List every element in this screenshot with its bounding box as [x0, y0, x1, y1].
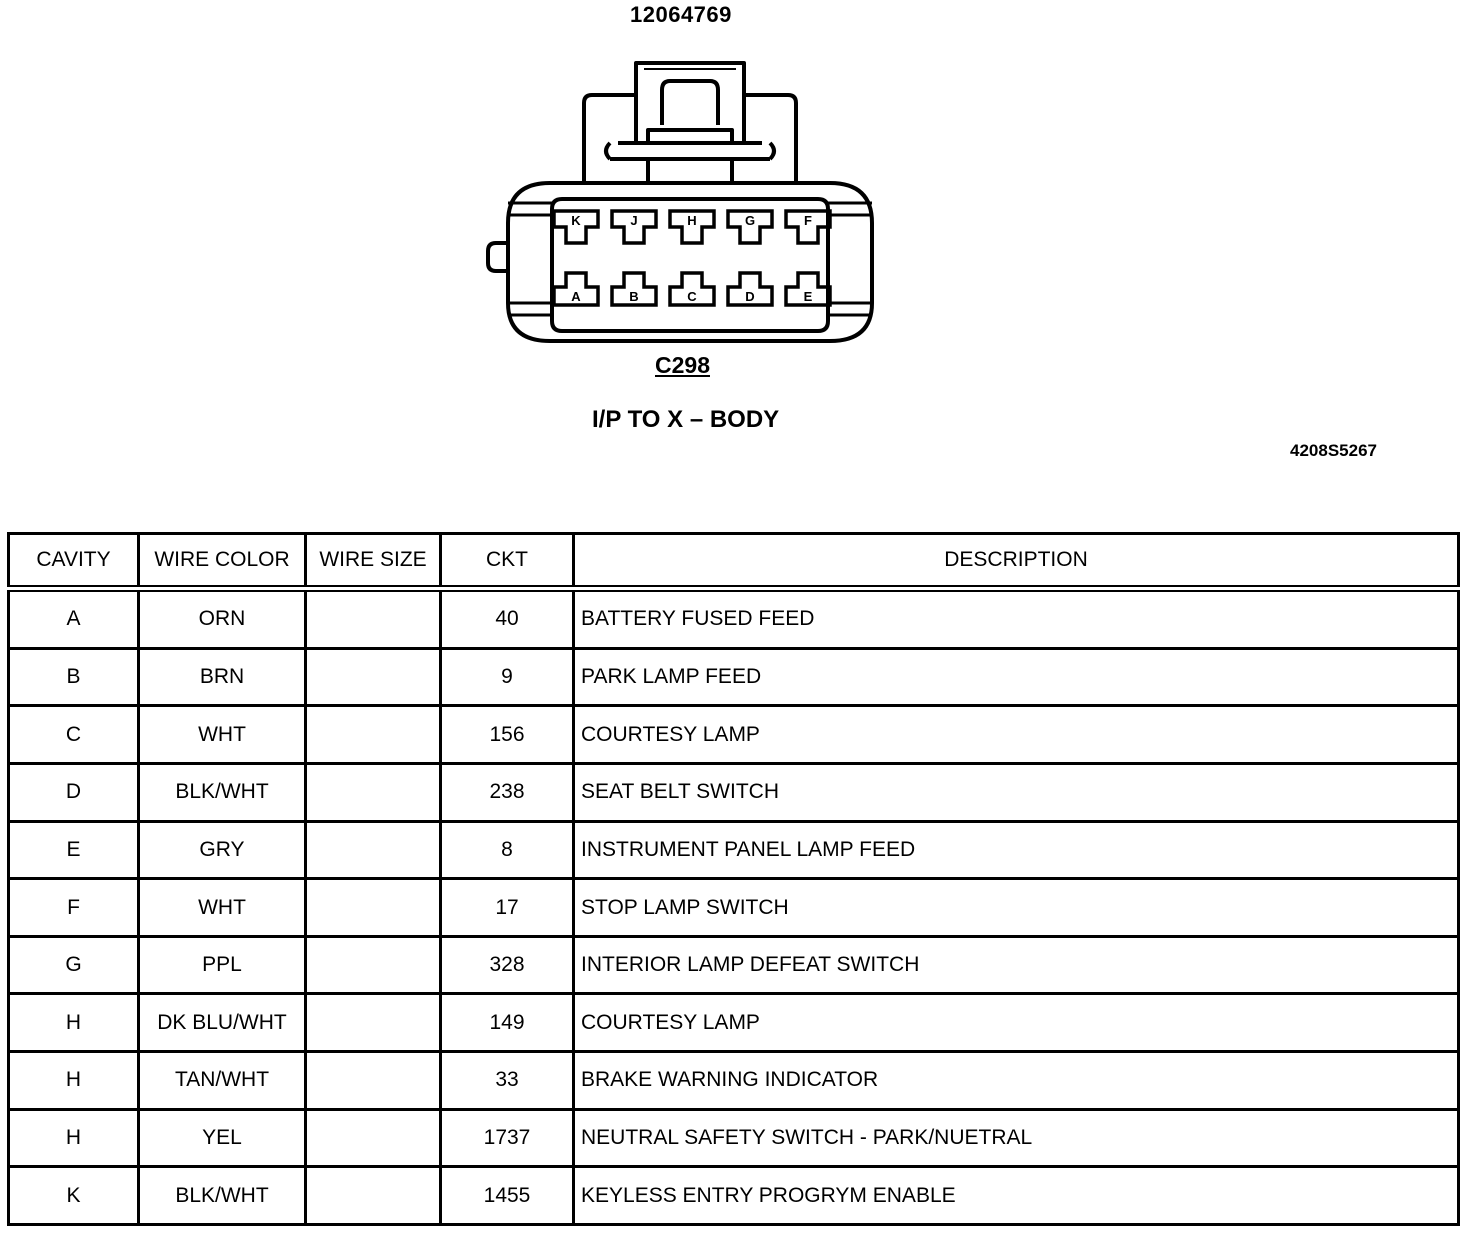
cell-wire-size: [306, 1109, 441, 1167]
cell-description: SEAT BELT SWITCH: [574, 763, 1459, 821]
table-row: [9, 879, 1459, 937]
connector-id: C298: [655, 352, 710, 378]
cell-description: NEUTRAL SAFETY SWITCH - PARK/NUETRAL: [574, 1109, 1459, 1167]
cell-wire-color: BRN: [139, 648, 306, 706]
cell-description: INTERIOR LAMP DEFEAT SWITCH: [574, 936, 1459, 994]
cavity-g: [728, 211, 772, 243]
cell-wire-size: [306, 763, 441, 821]
table-row: [9, 648, 1459, 706]
cell-cavity: H: [9, 1109, 139, 1167]
cell-wire-size: [306, 589, 441, 649]
cavity-j: [612, 211, 656, 243]
connector-description: I/P TO X – BODY: [592, 406, 780, 433]
cell-wire-size: [306, 821, 441, 879]
cell-wire-color: DK BLU/WHT: [139, 994, 306, 1052]
table-row: [9, 821, 1459, 879]
cell-wire-size: [306, 879, 441, 937]
cavity-k: [554, 211, 598, 243]
table-row: [9, 589, 1459, 649]
cell-wire-color: PPL: [139, 936, 306, 994]
cell-cavity: H: [9, 1052, 139, 1110]
cell-cavity: F: [9, 879, 139, 937]
cell-wire-color: BLK/WHT: [139, 1167, 306, 1225]
reference-code: 4208S5267: [1290, 441, 1377, 460]
header-ckt: CKT: [441, 534, 574, 589]
cavity-e: [786, 273, 830, 305]
header-cavity: CAVITY: [9, 534, 139, 589]
cell-wire-color: YEL: [139, 1109, 306, 1167]
cell-description: COURTESY LAMP: [574, 994, 1459, 1052]
cell-description: BRAKE WARNING INDICATOR: [574, 1052, 1459, 1110]
cell-wire-color: WHT: [139, 706, 306, 764]
cell-wire-size: [306, 1052, 441, 1110]
cell-cavity: K: [9, 1167, 139, 1225]
cavity-label: E: [803, 289, 813, 304]
table-header-row: [9, 534, 1459, 589]
cell-wire-color: WHT: [139, 879, 306, 937]
cavity-table: [7, 532, 1460, 1226]
cavity-label: D: [745, 289, 755, 304]
table-row: [9, 706, 1459, 764]
table-row: [9, 936, 1459, 994]
table-row: [9, 1052, 1459, 1110]
table-row: [9, 994, 1459, 1052]
cell-ckt: 17: [441, 879, 574, 937]
cell-description: COURTESY LAMP: [574, 706, 1459, 764]
cell-wire-size: [306, 994, 441, 1052]
cell-ckt: 149: [441, 994, 574, 1052]
cell-wire-color: GRY: [139, 821, 306, 879]
table-row: [9, 763, 1459, 821]
cell-description: INSTRUMENT PANEL LAMP FEED: [574, 821, 1459, 879]
cell-wire-color: TAN/WHT: [139, 1052, 306, 1110]
cell-ckt: 328: [441, 936, 574, 994]
cell-description: PARK LAMP FEED: [574, 648, 1459, 706]
cavity-b: [612, 273, 656, 305]
cell-wire-color: ORN: [139, 589, 306, 649]
cell-wire-size: [306, 706, 441, 764]
cell-cavity: H: [9, 994, 139, 1052]
cell-cavity: E: [9, 821, 139, 879]
cell-cavity: C: [9, 706, 139, 764]
cavity-label: J: [630, 213, 638, 228]
table-row: [9, 1167, 1459, 1225]
cell-description: STOP LAMP SWITCH: [574, 879, 1459, 937]
cavity-label: F: [804, 213, 812, 228]
cell-ckt: 9: [441, 648, 574, 706]
cell-description: BATTERY FUSED FEED: [574, 589, 1459, 649]
cavity-c: [670, 273, 714, 305]
cell-cavity: G: [9, 936, 139, 994]
cell-description: KEYLESS ENTRY PROGRYM ENABLE: [574, 1167, 1459, 1225]
cavity-h: [670, 211, 714, 243]
cavity-label: H: [687, 213, 697, 228]
table-row: [9, 1109, 1459, 1167]
header-wire-size: WIRE SIZE: [306, 534, 441, 589]
cell-ckt: 1737: [441, 1109, 574, 1167]
cavity-d: [728, 273, 772, 305]
header-wire-color: WIRE COLOR: [139, 534, 306, 589]
cell-wire-color: BLK/WHT: [139, 763, 306, 821]
cell-cavity: A: [9, 589, 139, 649]
cell-wire-size: [306, 936, 441, 994]
cell-ckt: 33: [441, 1052, 574, 1110]
cell-cavity: B: [9, 648, 139, 706]
cavity-label: K: [571, 213, 581, 228]
cell-cavity: D: [9, 763, 139, 821]
cavity-label: G: [744, 213, 756, 228]
cavity-f: [786, 211, 830, 243]
part-number: 12064769: [630, 2, 732, 27]
cell-wire-size: [306, 1167, 441, 1225]
connector-diagram: [480, 55, 900, 355]
cell-wire-size: [306, 648, 441, 706]
cell-ckt: 238: [441, 763, 574, 821]
cell-ckt: 8: [441, 821, 574, 879]
cell-ckt: 156: [441, 706, 574, 764]
header-description: DESCRIPTION: [574, 534, 1459, 589]
cavity-a: [554, 273, 598, 305]
cavity-label: B: [629, 289, 639, 304]
cell-ckt: 40: [441, 589, 574, 649]
cell-ckt: 1455: [441, 1167, 574, 1225]
cavity-label: A: [571, 289, 581, 304]
cavity-label: C: [687, 289, 697, 304]
